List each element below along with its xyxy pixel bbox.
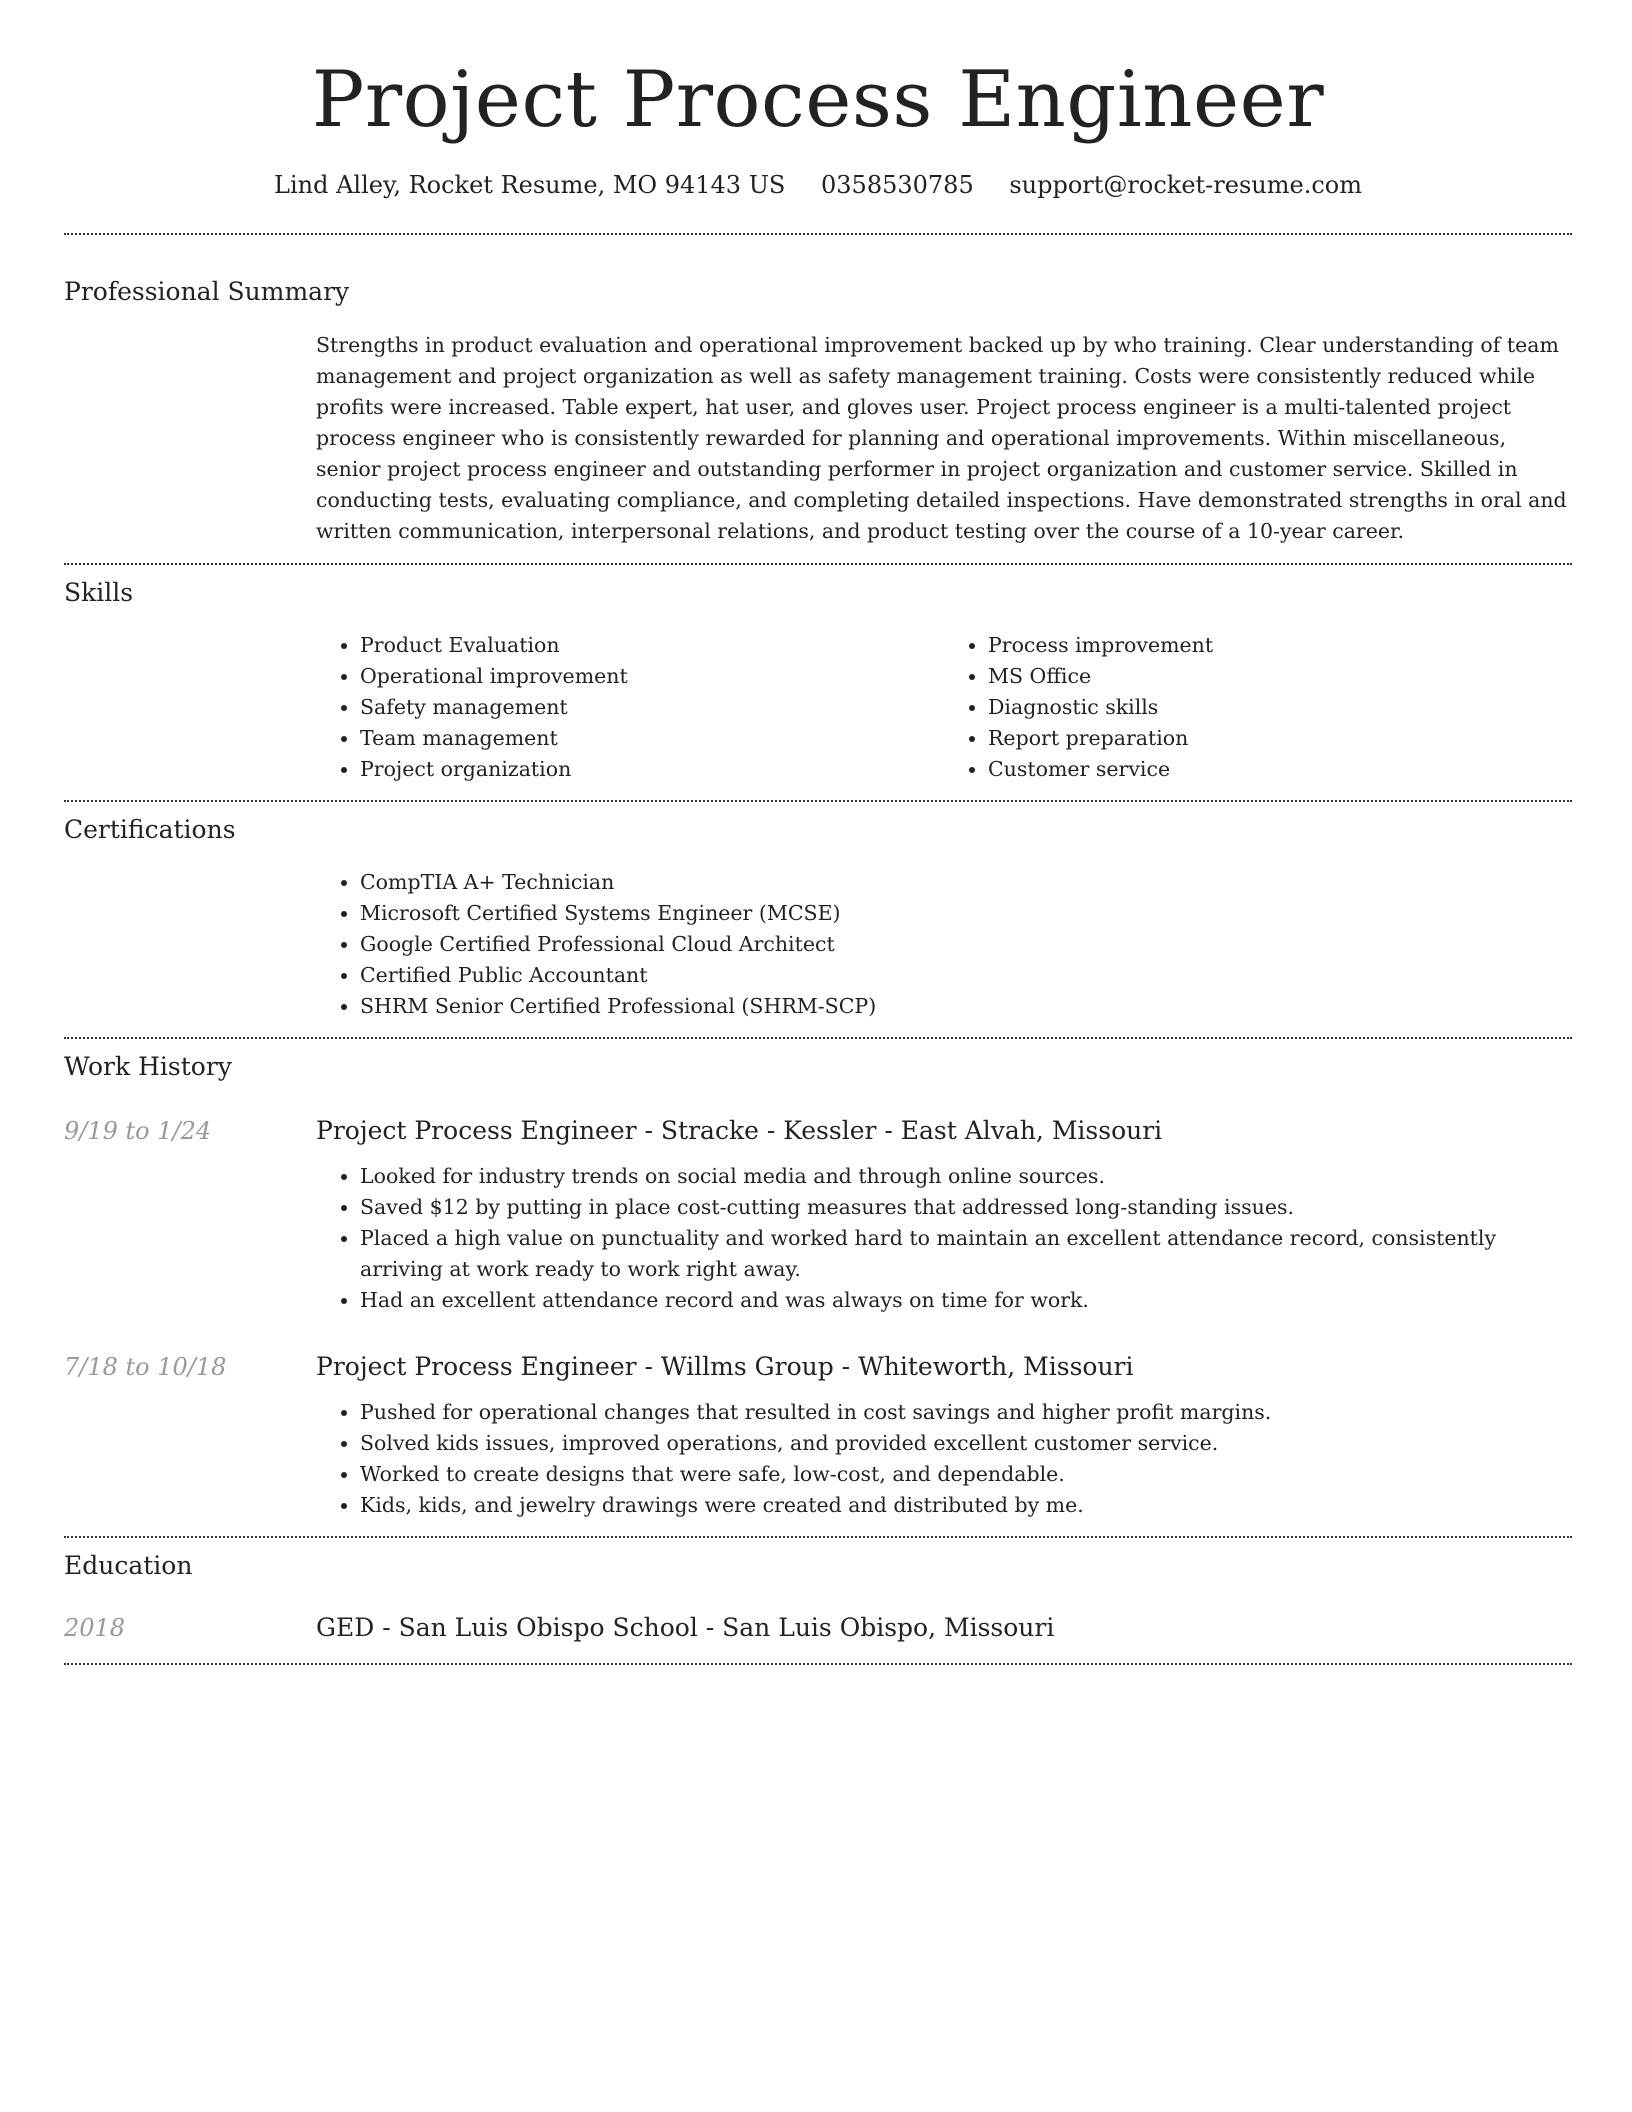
skill-item: • Diagnostic skills xyxy=(988,692,1572,723)
skill-item: • Operational improvement xyxy=(360,661,944,692)
job-bullet: • Pushed for operational changes that resulted in cost savings and higher profit margins. xyxy=(360,1397,1572,1428)
job-bullets xyxy=(316,1161,1572,1316)
job-bullets xyxy=(316,1397,1572,1521)
job-bullet: • Kids, kids, and jewelry drawings were created and distributed by me. xyxy=(360,1490,1572,1521)
job-dates: 7/18 to 10/18 xyxy=(64,1353,227,1381)
certification-item: • Microsoft Certified Systems Engineer (MCSE) xyxy=(360,898,1572,929)
skills-column-right xyxy=(944,630,1572,785)
work-history-heading: Work History xyxy=(64,1052,232,1081)
skill-item: • MS Office xyxy=(988,661,1572,692)
job-bullet: • Saved $12 by putting in place cost-cutting measures that addressed long-standing issues. xyxy=(360,1192,1572,1223)
skill-item: • Safety management xyxy=(360,692,944,723)
certifications-bullets xyxy=(316,867,1572,1022)
skill-item: • Process improvement xyxy=(988,630,1572,661)
skills-heading: Skills xyxy=(64,578,134,607)
education-year: 2018 xyxy=(64,1614,126,1642)
skill-item: • Product Evaluation xyxy=(360,630,944,661)
contact-phone: 0358530785 xyxy=(821,171,974,199)
job-entry xyxy=(64,1350,1572,1521)
resume-page xyxy=(64,0,1572,1665)
certification-item: • Certified Public Accountant xyxy=(360,960,1572,991)
job-details xyxy=(316,1114,1572,1316)
education-heading: Education xyxy=(64,1551,193,1580)
job-entry xyxy=(64,1114,1572,1316)
education-entry xyxy=(64,1611,1572,1645)
education-details: GED - San Luis Obispo School - San Luis Obispo, Missouri xyxy=(316,1613,1055,1642)
skill-item: • Project organization xyxy=(360,754,944,785)
job-title: Project Process Engineer - Stracke - Kessler - East Alvah, Missouri xyxy=(316,1116,1163,1145)
section-divider xyxy=(64,800,1572,802)
job-title: Project Process Engineer - Willms Group - Whiteworth, Missouri xyxy=(316,1352,1134,1381)
contact-email: support@rocket-resume.com xyxy=(1009,171,1362,199)
certifications-heading: Certifications xyxy=(64,815,236,844)
section-divider xyxy=(64,1037,1572,1039)
job-details xyxy=(316,1350,1572,1521)
certification-item: • Google Certified Professional Cloud Architect xyxy=(360,929,1572,960)
certification-item: • CompTIA A+ Technician xyxy=(360,867,1572,898)
skills-list xyxy=(316,630,1572,785)
job-bullet: • Looked for industry trends on social media and through online sources. xyxy=(360,1161,1572,1192)
section-divider xyxy=(64,233,1572,235)
section-divider xyxy=(64,1663,1572,1665)
summary-heading: Professional Summary xyxy=(64,277,350,306)
resume-name: Project Process Engineer xyxy=(311,55,1325,145)
job-bullet: • Placed a high value on punctuality and worked hard to maintain an excellent attendance record, consistently arriving at work ready to work right away. xyxy=(360,1223,1572,1285)
job-bullet: • Had an excellent attendance record and was always on time for work. xyxy=(360,1285,1572,1316)
job-bullet: • Worked to create designs that were safe, low-cost, and dependable. xyxy=(360,1459,1572,1490)
skill-item: • Team management xyxy=(360,723,944,754)
certifications-list xyxy=(316,867,1572,1022)
job-bullet: • Solved kids issues, improved operations, and provided excellent customer service. xyxy=(360,1428,1572,1459)
certification-item: • SHRM Senior Certified Professional (SHRM-SCP) xyxy=(360,991,1572,1022)
skill-item: • Customer service xyxy=(988,754,1572,785)
contact-address: Lind Alley, Rocket Resume, MO 94143 US xyxy=(274,171,786,199)
skills-column-left xyxy=(316,630,944,785)
summary-text: Strengths in product evaluation and operational improvement backed up by who training. Clear understanding of team management and project organization as well as safety management training. Costs were consistently reduced while profits were increased. Table expert, hat user, and gloves user. Project process engineer is a multi-talented project process engineer who is consistently rewarded for planning and operational improvements. Within miscellaneous, senior project process engineer and outstanding performer in project organization and customer service. Skilled in conducting tests, evaluating compliance, and completing detailed inspections. Have demonstrated strengths in oral and written communication, interpersonal relations, and product testing over the course of a 10-year career. xyxy=(316,333,1567,543)
section-divider xyxy=(64,563,1572,565)
skill-item: • Report preparation xyxy=(988,723,1572,754)
contact-line xyxy=(64,168,1572,202)
section-divider xyxy=(64,1536,1572,1538)
job-dates: 9/19 to 1/24 xyxy=(64,1117,212,1145)
